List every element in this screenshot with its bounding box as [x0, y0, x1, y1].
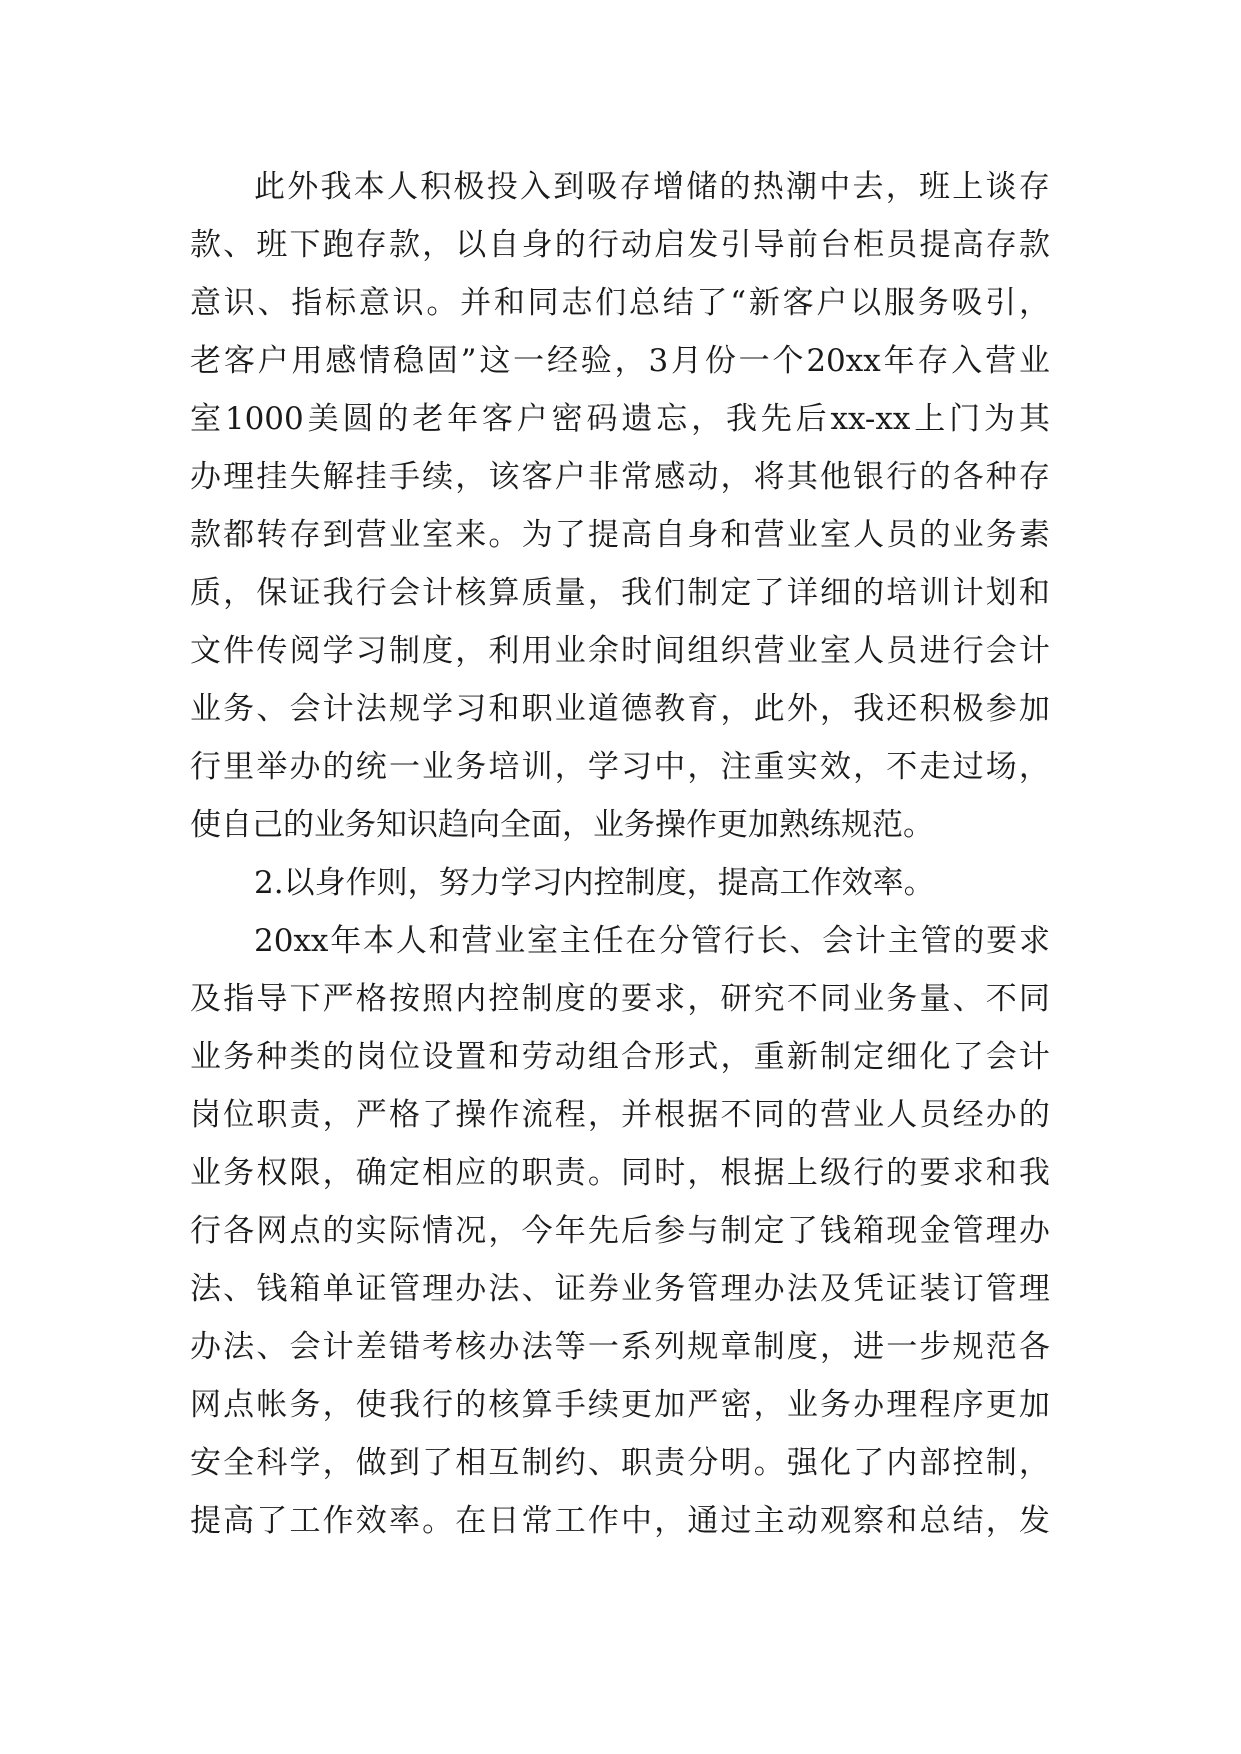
paragraph-line: 文 件 传 阅 学 习 制 度 ， 利 用 业 余 时 间 组 织 营 业 室 人 员 进 行 会 计 — [190, 633, 1050, 669]
paragraph-line: 提 高 了 工 作 效 率 。 在 日 常 工 作 中 ， 通 过 主 动 观 察 和 总 结 ， 发 — [190, 1503, 1050, 1539]
paragraph-line: 质 ， 保 证 我 行 会 计 核 算 质 量 ， 我 们 制 定 了 详 细 的 培 训 计 划 和 — [190, 575, 1050, 611]
paragraph-line: 行 里 举 办 的 统 一 业 务 培 训 ， 学 习 中 ， 注 重 实 效 ， 不 走 过 场 ， — [190, 749, 1050, 785]
paragraph-line: 使自己的业务知识趋向全面，业务操作更加熟练规范。 — [190, 807, 934, 843]
paragraph-line: 办 理 挂 失 解 挂 手 续 ， 该 客 户 非 常 感 动 ， 将 其 他 银 行 的 各 种 存 — [190, 459, 1050, 495]
paragraph-line: 岗 位 职 责 ， 严 格 了 操 作 流 程 ， 并 根 据 不 同 的 营 业 人 员 经 办 的 — [190, 1097, 1050, 1133]
body-text — [190, 158, 1050, 1550]
paragraph-line: 行 各 网 点 的 实 际 情 况 ， 今 年 先 后 参 与 制 定 了 钱 箱 现 金 管 理 办 — [190, 1213, 1050, 1249]
paragraph-line: 安 全 科 学 ， 做 到 了 相 互 制 约 、 职 责 分 明 。 强 化 了 内 部 控 制 ， — [190, 1445, 1050, 1481]
paragraph-line: 意 识 、 指 标 意 识 。 并 和 同 志 们 总 结 了 “ 新 客 户 以 服 务 吸 引 ， — [190, 285, 1050, 321]
paragraph-line: 此 外 我 本 人 积 极 投 入 到 吸 存 增 储 的 热 潮 中 去 ， 班 上 谈 存 — [254, 169, 1050, 205]
paragraph-line: 网 点 帐 务 ， 使 我 行 的 核 算 手 续 更 加 严 密 ， 业 务 办 理 程 序 更 加 — [190, 1387, 1050, 1423]
paragraph-line: 及 指 导 下 严 格 按 照 内 控 制 度 的 要 求 ， 研 究 不 同 业 务 量 、 不 同 — [190, 981, 1050, 1017]
paragraph-line: 业 务 权 限 ， 确 定 相 应 的 职 责 。 同 时 ， 根 据 上 级 行 的 要 求 和 我 — [190, 1155, 1050, 1191]
paragraph-line: 业 务 、 会 计 法 规 学 习 和 职 业 道 德 教 育 ， 此 外 ， 我 还 积 极 参 加 — [190, 691, 1050, 727]
paragraph-line: 业 务 种 类 的 岗 位 设 置 和 劳 动 组 合 形 式 ， 重 新 制 定 细 化 了 会 计 — [190, 1039, 1050, 1075]
paragraph-line: 法 、 钱 箱 单 证 管 理 办 法 、 证 券 业 务 管 理 办 法 及 凭 证 装 订 管 理 — [190, 1271, 1050, 1307]
paragraph-line: 老 客 户 用 感 情 稳 固 ” 这 一 经 验 ， 3 月 份 一 个 20xx 年 存 入 营 业 — [190, 343, 1050, 379]
section-heading: 2.以身作则，努力学习内控制度，提高工作效率。 — [254, 865, 935, 901]
paragraph-line: 办 法 、 会 计 差 错 考 核 办 法 等 一 系 列 规 章 制 度 ， 进 一 步 规 范 各 — [190, 1329, 1050, 1365]
paragraph-line: 室 1000 美 圆 的 老 年 客 户 密 码 遗 忘 ， 我 先 后 xx-xx 上 门 为 其 — [190, 401, 1050, 437]
paragraph-line: 20xx 年 本 人 和 营 业 室 主 任 在 分 管 行 长 、 会 计 主 管 的 要 求 — [254, 923, 1050, 959]
paragraph-line: 款 、 班 下 跑 存 款 ， 以 自 身 的 行 动 启 发 引 导 前 台 柜 员 提 高 存 款 — [190, 227, 1050, 263]
paragraph-line: 款 都 转 存 到 营 业 室 来 。 为 了 提 高 自 身 和 营 业 室 人 员 的 业 务 素 — [190, 517, 1050, 553]
